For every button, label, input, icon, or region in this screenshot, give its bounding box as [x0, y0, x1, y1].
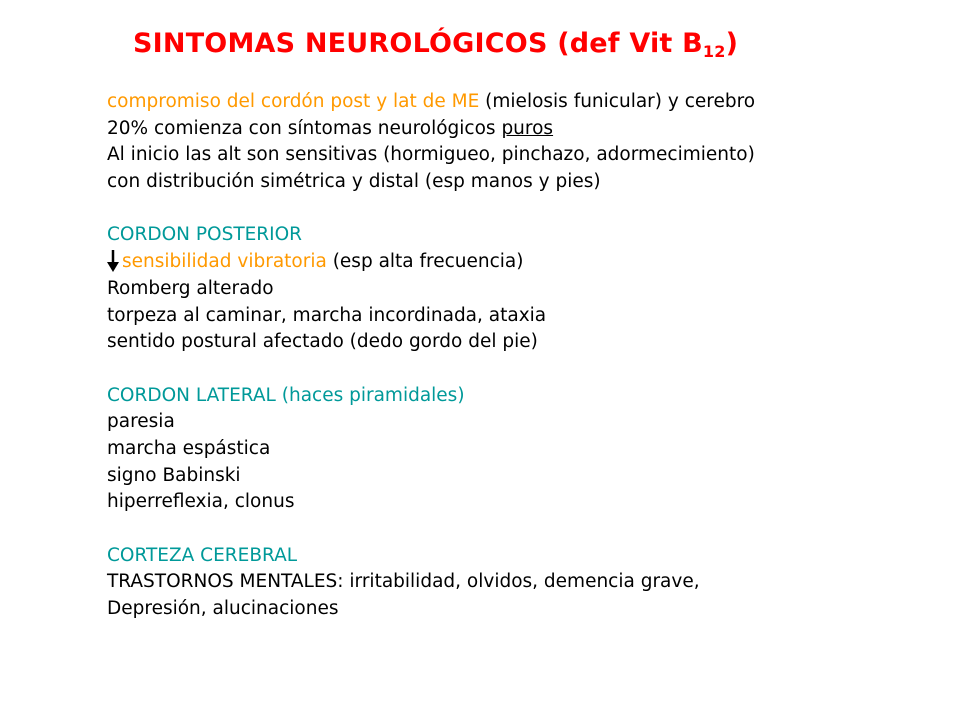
corteza-line-2: Depresión, alucinaciones: [107, 598, 339, 620]
lateral-item: paresia: [107, 411, 175, 433]
spacer: [107, 356, 927, 383]
intro-line-2: [107, 116, 927, 143]
intro-line-4: con distribución simétrica y distal (esp manos y pies): [107, 171, 601, 193]
spacer: [107, 196, 927, 223]
title-main: SINTOMAS NEUROLÓGICOS (def Vit B: [133, 28, 703, 59]
slide-body: [107, 89, 927, 623]
heading-corteza-cerebral: CORTEZA CEREBRAL: [107, 544, 298, 566]
posterior-item-1-highlight: sensibilidad vibratoria: [122, 251, 327, 273]
heading-cordon-posterior: CORDON POSTERIOR: [107, 224, 303, 246]
title-close: ): [725, 28, 739, 59]
intro-line-3: Al inicio las alt son sensitivas (hormigueo, pinchazo, adormecimiento): [107, 144, 755, 166]
spacer: [107, 516, 927, 543]
posterior-item-1: [107, 249, 927, 276]
lateral-item: marcha espástica: [107, 437, 271, 459]
posterior-item-2: Romberg alterado: [107, 277, 274, 299]
intro-line-2-start: 20% comienza con síntomas neurológicos: [107, 117, 502, 139]
heading-cordon-lateral: CORDON LATERAL (haces piramidales): [107, 384, 465, 406]
intro-highlight: compromiso del cordón post y lat de ME: [107, 91, 480, 112]
posterior-item-3: torpeza al caminar, marcha incordinada, ataxia: [107, 304, 547, 326]
title-subscript: 12: [702, 42, 726, 61]
lateral-item: signo Babinski: [107, 464, 241, 486]
lateral-item: hiperreflexia, clonus: [107, 491, 295, 513]
slide-title: [133, 28, 738, 61]
intro-line-1-rest: (mielosis funicular) y cerebro: [479, 91, 756, 112]
corteza-line-1: TRASTORNOS MENTALES: irritabilidad, olvidos, demencia grave,: [107, 571, 700, 593]
down-arrow-icon: [107, 250, 119, 272]
intro-underlined-word: puros: [501, 117, 554, 139]
posterior-item-4: sentido postural afectado (dedo gordo del pie): [107, 331, 538, 353]
posterior-item-1-rest: (esp alta frecuencia): [326, 251, 524, 273]
intro-line-1: [107, 89, 927, 116]
